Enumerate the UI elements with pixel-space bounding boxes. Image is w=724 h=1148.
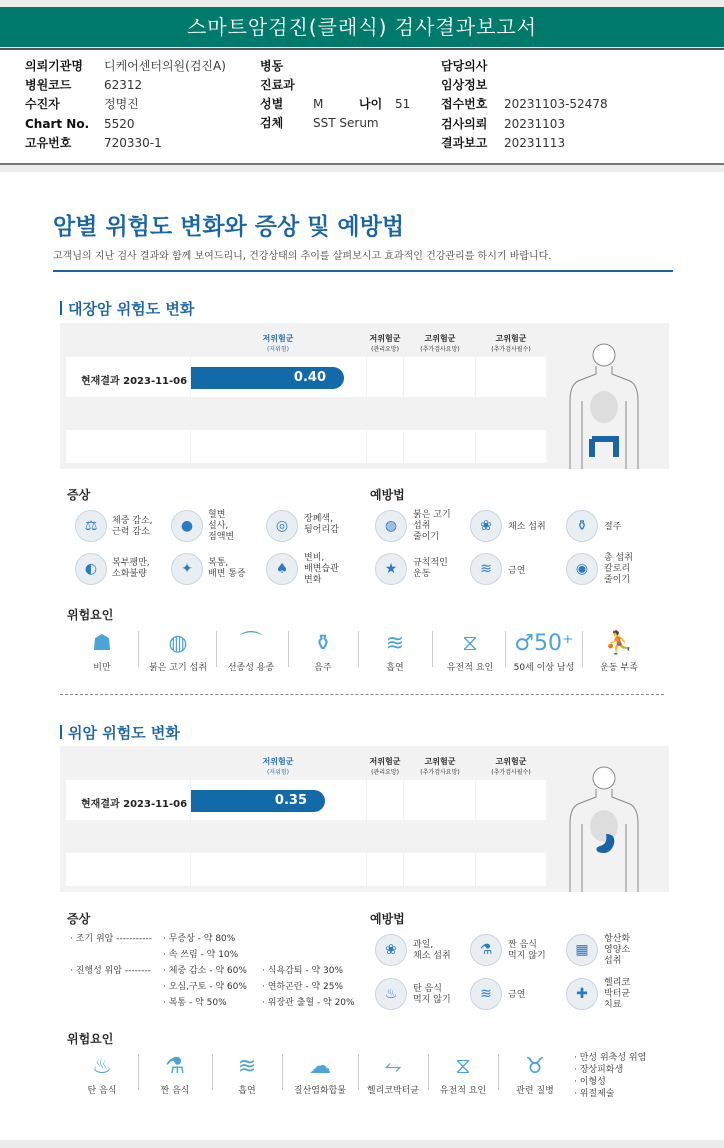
- body-stomach-icon: [566, 764, 642, 892]
- row-cell: [476, 430, 546, 463]
- divider: [288, 631, 289, 667]
- stool-icon: ●: [171, 510, 203, 542]
- symptom-item: · 연하곤란 - 약 25%: [262, 982, 344, 992]
- info-row: 의뢰기관명 디케어센터의원(검진A): [25, 59, 226, 73]
- helicobacter-icon: ⥊ 헬리코박터균: [366, 1054, 420, 1096]
- risk-label: 50세 이상 남성: [513, 663, 575, 673]
- symptom-item: · 체중 감소 - 약 60%: [163, 966, 247, 976]
- divider: [216, 631, 217, 667]
- page-footer: [0, 1140, 724, 1148]
- row-cell: [404, 430, 475, 463]
- page-subtitle: 고객님의 지난 검사 결과와 함께 보여드리니, 건강상태의 추이를 살펴보시고 효과적인 건강관리를 하시기 바랍니다.: [53, 251, 552, 262]
- row-cell: [404, 780, 475, 820]
- salt-icon: ⚗: [470, 934, 502, 966]
- early-cancer-label: · 조기 위암 -----------: [70, 934, 152, 944]
- symptom-label: 복부팽만, 소화불량: [112, 558, 150, 579]
- current-result-label: 현재결과 2023-11-06: [81, 799, 188, 810]
- prevention-label: 채소 섭취: [508, 522, 546, 532]
- smoking-icon: ≋ 흡연: [237, 1054, 257, 1096]
- divider: [282, 1054, 283, 1090]
- row-cell: [191, 430, 366, 463]
- current-result-label: 현재결과 2023-11-06: [81, 376, 188, 387]
- red-meat-icon: ◍: [375, 510, 407, 542]
- row-cell: [367, 853, 403, 886]
- symptom-item: · 복통 - 약 50%: [163, 998, 227, 1008]
- risk-label: 붉은 고기 섭취: [149, 663, 207, 673]
- prevention-label: 규칙적인 운동: [413, 558, 448, 579]
- advanced-cancer-label: · 진행성 위암 --------: [70, 966, 151, 976]
- exercise-icon: ★: [375, 553, 407, 585]
- row-cell: [404, 853, 475, 886]
- body-colon-icon: [566, 341, 642, 469]
- risk-label: 유전적 요인: [446, 663, 494, 673]
- divider: [432, 631, 433, 667]
- related-disease-item: · 만성 위축성 위염: [574, 1053, 647, 1063]
- info-row: 병동: [260, 59, 284, 73]
- alcohol-icon: ⚱ 음주: [313, 631, 333, 673]
- info-row: 수진자 정명진: [25, 97, 139, 111]
- abdominal-pain-icon: ✦: [171, 553, 203, 585]
- vegetable-icon: ❀: [470, 510, 502, 542]
- bloating-icon: ◐: [75, 553, 107, 585]
- obesity-icon: ☗ 비만: [92, 631, 112, 673]
- divider: [212, 1054, 213, 1090]
- page-heading: 암별 위험도 변화와 증상 및 예방법: [53, 214, 405, 240]
- prevention-label: 탄 음식 먹지 않기: [413, 984, 451, 1005]
- salt-icon: ⚗ 짠 음식: [160, 1054, 190, 1096]
- info-row: 임상정보: [441, 78, 488, 92]
- colon-symptoms-title: 증상: [67, 488, 91, 502]
- divider: [138, 631, 139, 667]
- info-row: 병원코드 62312: [25, 78, 143, 92]
- row-cell: [476, 357, 546, 397]
- prevention-label: 과일, 채소 섭취: [413, 940, 451, 961]
- prevention-label: 짠 음식 먹지 않기: [508, 940, 546, 961]
- report-title: 스마트암검진(클래식) 검사결과보고서: [0, 7, 724, 47]
- colon-risk-title: 위험요인: [67, 608, 114, 622]
- risk-label: 헬리코박터균: [366, 1086, 420, 1096]
- stomach-risk-bar: 0.35: [191, 790, 325, 812]
- risk-label: 유전적 요인: [439, 1086, 487, 1096]
- stomach-prevention-title: 예방법: [370, 912, 405, 926]
- symptom-label: 복통, 배변 통증: [208, 558, 246, 579]
- divider: [582, 631, 583, 667]
- symptom-item: · 식욕감퇴 - 약 30%: [262, 966, 344, 976]
- symptom-label: 장폐색, 뒹어리감: [304, 514, 339, 535]
- risk-label: 흡연: [238, 1086, 256, 1096]
- fruit-vegetable-icon: ❀: [375, 934, 407, 966]
- info-row: 성별 M: [260, 97, 324, 111]
- row-cell: [404, 357, 475, 397]
- header-low: 저위험군 (저위험): [262, 757, 294, 776]
- header-low-manage: 저위험군 (관리요망): [369, 757, 401, 776]
- row-cell: [367, 430, 403, 463]
- row-cell: [191, 853, 366, 886]
- weight-loss-icon: ⚖: [75, 510, 107, 542]
- bowel-obstruction-icon: ◎: [266, 510, 298, 542]
- report-page: [0, 172, 724, 1140]
- related-disease-item: · 위절제술: [574, 1089, 615, 1099]
- prevention-label: 절주: [604, 522, 622, 532]
- divider: [358, 1054, 359, 1090]
- symptom-label: 혈변 설사, 점액변: [208, 510, 235, 542]
- no-alcohol-icon: ⚱: [566, 510, 598, 542]
- risk-label: 질산염화합물: [293, 1086, 347, 1096]
- stomach-risk-title: 위험요인: [67, 1032, 114, 1046]
- risk-label: 관련 질병: [516, 1086, 554, 1096]
- symptom-item: · 무증상 - 약 80%: [163, 934, 236, 944]
- header-high-extra: 고위험군 (추가검사요망): [420, 334, 460, 353]
- row-cell: [476, 780, 546, 820]
- risk-label: 짠 음식: [160, 1086, 190, 1096]
- header-high-extra: 고위험군 (추가검사요망): [420, 757, 460, 776]
- info-row: 결과보고 20231113: [441, 136, 566, 150]
- burnt-food-icon: ♨ 탄 음식: [87, 1054, 117, 1096]
- stomach-risk-chart: [60, 746, 669, 892]
- prevention-label: 헬리코 박터균 치료: [604, 978, 631, 1010]
- colon-risk-chart: [60, 323, 669, 469]
- smoking-icon: ≋ 흡연: [385, 631, 405, 673]
- divider: [358, 631, 359, 667]
- dna-icon: ⧖ 유전적 요인: [439, 1054, 487, 1096]
- info-row: 진료과: [260, 78, 295, 92]
- no-smoking-icon: ≋: [470, 553, 502, 585]
- info-row: 접수번호 20231103-52478: [441, 97, 608, 111]
- divider: [498, 1054, 499, 1090]
- prevention-label: 총 섭취 칼로리 줄이기: [604, 553, 633, 585]
- risk-label: 음주: [314, 663, 332, 673]
- row-cell: [476, 853, 546, 886]
- calorie-icon: ◉: [566, 553, 598, 585]
- info-row: 검체 SST Serum: [260, 116, 379, 130]
- male-50-icon: ♂50⁺ 50세 이상 남성: [513, 631, 575, 673]
- row-cell: [66, 853, 190, 886]
- symptom-item: · 위장관 출혈 - 약 20%: [262, 998, 355, 1008]
- patient-info-panel: [0, 48, 724, 165]
- stomach-disease-icon: ♉ 관련 질병: [516, 1054, 554, 1096]
- risk-label: 비만: [93, 663, 111, 673]
- prevention-label: 금연: [508, 990, 526, 1000]
- header-high-required: 고위험군 (추가검사필수): [491, 757, 531, 776]
- divider: [138, 1054, 139, 1090]
- prevention-label: 금연: [508, 566, 526, 576]
- stomach-section-title: 위암 위험도 변화: [60, 722, 180, 743]
- info-row: 검사의뢰 20231103: [441, 117, 566, 131]
- symptom-label: 변비, 배변습관 변화: [304, 553, 339, 585]
- burnt-food-icon: ♨: [375, 978, 407, 1010]
- symptom-item: · 속 쓰림 - 약 10%: [163, 950, 239, 960]
- symptom-label: 체중 감소, 근력 감소: [112, 516, 153, 537]
- divider: [505, 631, 506, 667]
- info-row: Chart No. 5520: [25, 117, 135, 131]
- related-disease-item: · 장상피화생: [574, 1065, 624, 1075]
- risk-label: 운동 부족: [600, 663, 638, 673]
- no-smoking-icon: ≋: [470, 978, 502, 1010]
- header-low: 저위험군 (저위험): [262, 334, 294, 353]
- polyp-icon: ⌒ 선종성 용종: [227, 631, 275, 673]
- info-row: 고유번호 720330-1: [25, 136, 162, 150]
- heading-divider: [53, 270, 673, 272]
- lack-exercise-icon: ⛹ 운동 부족: [600, 631, 638, 673]
- dna-icon: ⧖ 유전적 요인: [446, 631, 494, 673]
- nitrate-icon: ☁ 질산염화합물: [293, 1054, 347, 1096]
- related-disease-item: · 이형성: [574, 1077, 606, 1087]
- colon-section-title: 대장암 위험도 변화: [60, 298, 194, 319]
- row-cell: [66, 430, 190, 463]
- prevention-label: 항산화 영양소 섭취: [604, 934, 631, 966]
- constipation-icon: ♠: [266, 553, 298, 585]
- row-cell: [367, 780, 403, 820]
- header-low-manage: 저위험군 (관리요망): [369, 334, 401, 353]
- section-divider: [60, 694, 664, 695]
- risk-label: 탄 음식: [87, 1086, 117, 1096]
- row-cell: [367, 357, 403, 397]
- antioxidant-icon: ▦: [566, 934, 598, 966]
- header-high-required: 고위험군 (추가검사필수): [491, 334, 531, 353]
- red-meat-icon: ◍ 붉은 고기 섭취: [149, 631, 207, 673]
- colon-risk-bar: 0.40: [191, 367, 344, 389]
- divider: [428, 1054, 429, 1090]
- risk-label: 흡연: [386, 663, 404, 673]
- helicobacter-treatment-icon: ✚: [566, 978, 598, 1010]
- prevention-label: 붉은 고기 섭취 줄이기: [413, 510, 451, 542]
- colon-prevention-title: 예방법: [370, 488, 405, 502]
- info-row: 담당의사: [441, 59, 488, 73]
- risk-label: 선종성 용종: [227, 663, 275, 673]
- info-row: 나이 51: [359, 97, 411, 111]
- symptom-item: · 오심,구토 - 약 60%: [163, 982, 247, 992]
- stomach-symptoms-title: 증상: [67, 912, 91, 926]
